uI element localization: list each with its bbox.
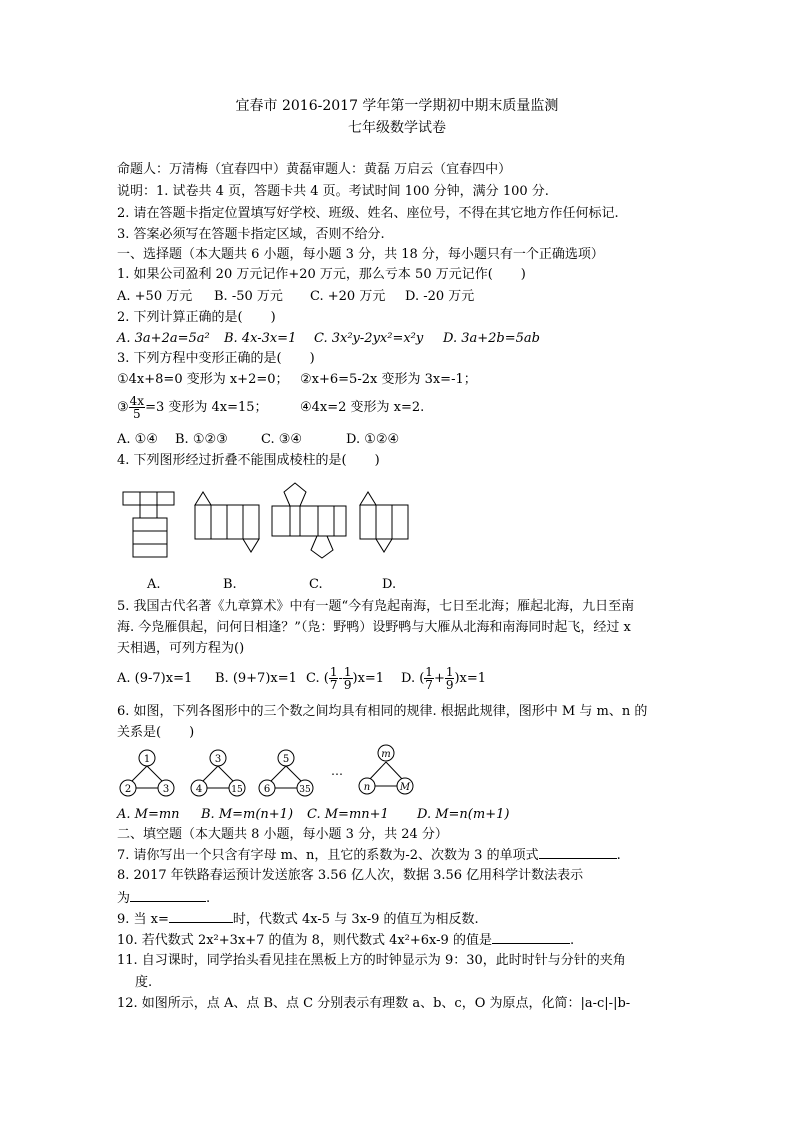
q6-options [117, 806, 509, 824]
q8-end: . [206, 891, 211, 906]
q3-item-4: ④4x=2 变形为 x=2. [300, 400, 425, 415]
tri3-left: 6 [263, 784, 271, 795]
tri4-left: n [363, 782, 371, 793]
fraction [329, 666, 339, 691]
q3-option-a: A. ①④ [117, 432, 158, 447]
tri2-left: 4 [195, 784, 203, 795]
q3-option-d: D. ①②④ [346, 432, 400, 447]
q6-line-2 [117, 724, 194, 742]
q8-prefix: 为 [117, 891, 131, 906]
note-1: 说明：1. 试卷共 4 页，答题卡共 4 页。考试时间 100 分钟，满分 100 分. [117, 184, 549, 199]
q5-option-c [306, 664, 401, 694]
q2-option-c: C. 3x²y-2yx²=x²y [314, 331, 424, 346]
minus-sign: - [338, 671, 343, 686]
q12-line-1: 12. 如图所示，点 A、点 B、点 C 分别表示有理数 a、b、c，O 为原点，化简：|a-c|-|b- [117, 996, 631, 1011]
fraction-numerator: 1 [329, 665, 338, 679]
q6-line-1: 6. 如图，下列各图形中的三个数之间均具有相同的规律. 根据此规律，图形中 M 与 m、n 的 [117, 704, 648, 719]
q3-item-2: ②x+6=5-2x 变形为 3x=-1； [300, 372, 477, 387]
tri3-right: 35 [299, 785, 311, 795]
tri2-right: 15 [231, 785, 243, 795]
q5-options [117, 664, 486, 694]
q10-prefix: 10. 若代数式 2x²+3x+7 的值为 8，则代数式 4x²+6x-9 的值是 [117, 933, 492, 948]
note-2: 2. 请在答题卡指定位置填写好学校、班级、姓名、座位号，不得在其它地方作任何标记. [117, 206, 619, 221]
q4-label-d: D. [382, 577, 397, 592]
tri-ellipsis: … [331, 764, 343, 778]
tri1-left: 2 [124, 784, 132, 795]
q3-item-3-prefix: ③ [117, 400, 129, 415]
plus-sign: + [433, 671, 445, 686]
q5-line-2: 海. 今凫雁俱起，问何日相逢？”（凫：野鸭）设野鸭与大雁从北海和南海同时起飞，经过 x [117, 620, 631, 635]
net-d [360, 492, 408, 552]
q4-label-c: C. [309, 577, 323, 592]
q9 [117, 910, 479, 929]
q10-end: . [569, 933, 575, 948]
q5-option-d-prefix: D. ( [401, 671, 425, 686]
q1-option-c: C. +20 万元 [310, 289, 386, 304]
section-1-heading: 一、选择题（本大题共 6 小题，每小题 3 分，共 18 分，每小题只有一个正确选项） [117, 247, 604, 262]
fraction-denominator: 7 [425, 678, 433, 692]
q11-line-1: 11. 自习课时，同学抬头看见挂在黑板上方的时钟显示为 9：30，此时时针与分针的夹角 [117, 953, 626, 968]
q5-line-1: 5. 我国古代名著《九章算术》中有一题“今有凫起南海，七日至北海；雁起北海，九日至南 [117, 599, 635, 614]
net-c [272, 483, 346, 558]
q4-labels [147, 576, 396, 594]
fraction-numerator: 4x [129, 394, 145, 408]
fraction-numerator: 1 [445, 665, 454, 679]
q5-option-d-suffix: )x=1 [454, 671, 487, 686]
answer-blank[interactable] [130, 889, 206, 902]
tri4-top: m [381, 749, 391, 760]
q8-line-2 [117, 889, 210, 908]
q8-line-1: 8. 2017 年铁路春运预计发送旅客 3.56 亿人次，数据 3.56 亿用科学计数法表示 [117, 868, 584, 883]
q4-label-a: A. [147, 577, 161, 592]
net-b [195, 492, 259, 552]
q5-option-a: A. (9-7)x=1 [117, 671, 193, 686]
q5-line-3: 天相遇，可列方程为() [117, 641, 245, 656]
q3-option-b: B. ①②③ [175, 432, 228, 447]
fraction [343, 666, 353, 691]
exam-subtitle: 七年级数学试卷 [348, 120, 446, 136]
q4-stem-text: 4. 下列图形经过折叠不能围成棱柱的是( [117, 453, 347, 468]
q6-close: ) [189, 725, 195, 740]
q6-option-d: D. M=n(m+1) [417, 807, 510, 822]
q3-option-c: C. ③④ [261, 432, 303, 447]
fraction-numerator: 1 [343, 665, 352, 679]
fraction-denominator: 7 [329, 678, 338, 692]
answer-blank[interactable] [169, 910, 233, 923]
q7-end: . [616, 848, 621, 863]
q5-option-c-prefix: C. ( [306, 671, 329, 686]
tri1-right: 3 [162, 784, 170, 795]
q6-stem-text: 关系是( [117, 725, 162, 740]
answer-blank[interactable] [492, 931, 570, 944]
note-3: 3. 答案必须写在答题卡指定区域，否则不给分. [117, 227, 385, 242]
q1-option-d: D. -20 万元 [405, 289, 475, 304]
tri2-top: 3 [214, 754, 222, 765]
tri4-right: M [399, 782, 411, 793]
q3-stem-text: 3. 下列方程中变形正确的是( [117, 351, 282, 366]
q2-option-d: D. 3a+2b=5ab [443, 331, 540, 346]
exam-title: 宜春市 2016-2017 学年第一学期初中期末质量监测 [235, 98, 559, 114]
q3-close: ) [309, 351, 315, 366]
q3-item-3-rest: =3 变形为 4x=15； [145, 400, 268, 415]
q2-stem-text: 2. 下列计算正确的是( [117, 310, 243, 325]
q4-label-b: B. [223, 577, 237, 592]
q10 [117, 931, 574, 950]
q9-suffix: 时，代数式 4x-5 与 3x-9 的值互为相反数. [232, 912, 479, 927]
q6-option-b: B. M=m(n+1) [201, 807, 294, 822]
q1-option-a: A. +50 万元 [117, 289, 193, 304]
q7-text: 7. 请你写出一个只含有字母 m、n，且它的系数为-2、次数为 3 的单项式 [117, 848, 539, 863]
q1-stem-text: 1. 如果公司盈利 20 万元记作+20 万元，那么亏本 50 万元记作( [117, 267, 493, 282]
fraction [424, 666, 434, 691]
q5-option-c-suffix: )x=1 [352, 671, 385, 686]
q6-option-c: C. M=mn+1 [307, 807, 389, 822]
fraction-denominator: 5 [133, 407, 141, 421]
q6-option-a: A. M=mn [117, 807, 180, 822]
section-2-heading: 二、填空题（本大题共 8 小题，每小题 3 分，共 24 分） [117, 827, 448, 842]
q1-close: ) [520, 267, 526, 282]
answer-blank[interactable] [539, 846, 617, 859]
q3-item-1: ①4x+8=0 变形为 x+2=0； [117, 372, 289, 387]
q2-option-b: B. 4x-3x=1 [224, 331, 297, 346]
authors-line: 命题人：万清梅（宜春四中）黄磊审题人：黄磊 万启云（宜春四中） [117, 162, 512, 177]
q7 [117, 846, 621, 865]
q5-option-d [401, 664, 486, 694]
fraction-denominator: 9 [445, 678, 454, 692]
net-a [123, 492, 174, 557]
q11-line-2: 度. [135, 975, 153, 990]
fraction [445, 666, 455, 691]
fraction-numerator: 1 [425, 665, 433, 679]
q1-option-b: B. -50 万元 [214, 289, 283, 304]
q2-option-a: A. 3a+2a=5a² [117, 331, 210, 346]
tri3-top: 5 [282, 754, 290, 765]
q4-close: ) [374, 453, 380, 468]
fraction-denominator: 9 [343, 678, 352, 692]
tri1-top: 1 [143, 754, 151, 765]
q5-option-b: B. (9+7)x=1 [215, 671, 297, 686]
q9-prefix: 9. 当 x= [117, 912, 169, 927]
q2-close: ) [270, 310, 276, 325]
